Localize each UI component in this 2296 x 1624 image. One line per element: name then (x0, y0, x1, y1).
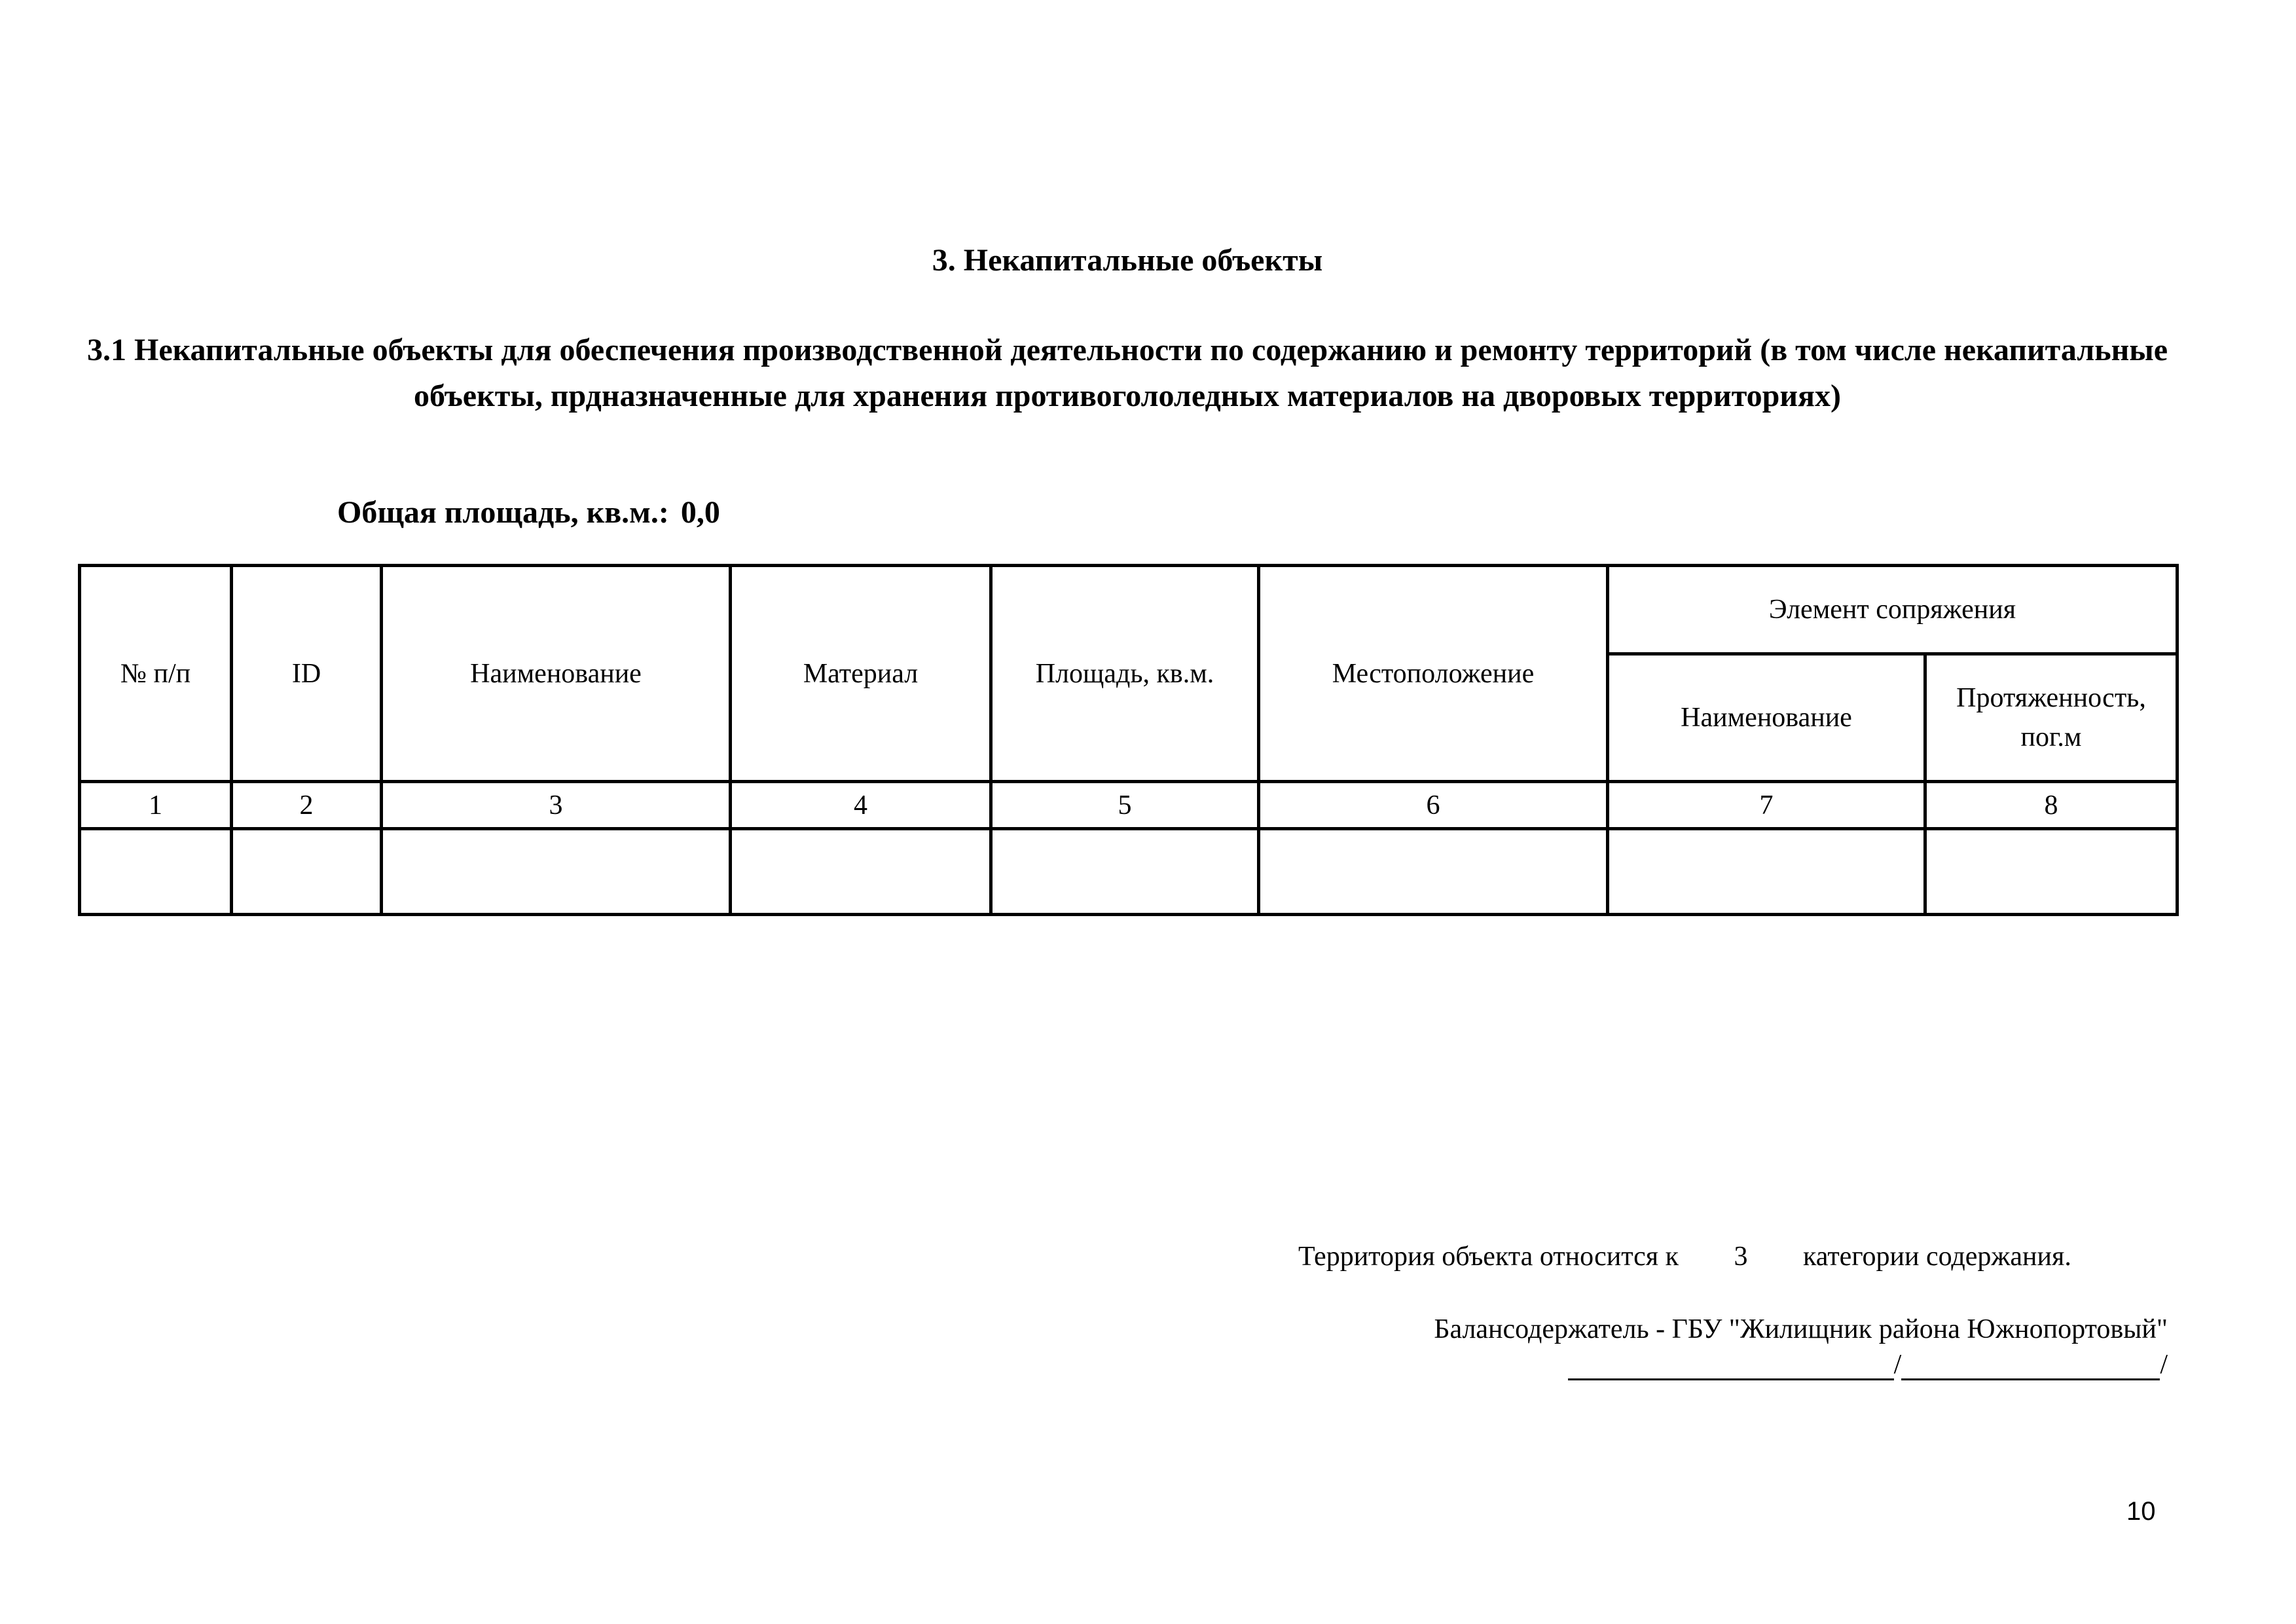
table-cell (1608, 829, 1925, 915)
column-number: 5 (991, 782, 1259, 829)
header-num: № п/п (80, 566, 232, 782)
category-prefix: Территория объекта относится к (1298, 1242, 1679, 1272)
signature-line (1568, 1349, 2168, 1380)
header-area: Площадь, кв.м. (991, 566, 1259, 782)
section-title: 3. Некапитальные объекты (932, 243, 1323, 278)
signature-separator: / (2160, 1350, 2168, 1380)
signature-separator: / (1893, 1350, 1902, 1380)
table-cell (1259, 829, 1608, 915)
table-cell (991, 829, 1259, 915)
header-material: Материал (731, 566, 991, 782)
name-blank (1901, 1352, 2160, 1380)
category-value: 3 (1734, 1242, 1748, 1272)
table-cell (382, 829, 731, 915)
objects-table (78, 564, 2179, 916)
header-id: ID (232, 566, 382, 782)
column-number: 6 (1259, 782, 1608, 829)
category-suffix: категории содержания. (1803, 1242, 2071, 1272)
column-number: 1 (80, 782, 232, 829)
header-location: Местоположение (1259, 566, 1608, 782)
page-number: 10 (2126, 1497, 2156, 1526)
total-area (337, 494, 732, 530)
subsection-title: 3.1 Некапитальные объекты для обеспечения производственной деятельности по содержанию и ремонту территорий (в том числе некапитальные объекты, прдназначенные для хранения противогололедных материалов на дворовых территориях) (86, 333, 2168, 413)
balance-holder: Балансодержатель - ГБУ "Жилищник района Южнопортовый" (1434, 1314, 2168, 1344)
column-numbers-row (80, 782, 2178, 829)
column-number: 2 (232, 782, 382, 829)
header-junction-name: Наименование (1608, 654, 1925, 782)
category-line (1298, 1241, 2071, 1272)
column-number: 8 (1925, 782, 2178, 829)
header-name: Наименование (382, 566, 731, 782)
table-row (80, 829, 2178, 915)
signature-blank (1568, 1352, 1894, 1380)
total-area-label: Общая площадь, кв.м.: (337, 495, 669, 530)
table-cell (1925, 829, 2178, 915)
table-cell (232, 829, 382, 915)
header-junction-group: Элемент сопряжения (1608, 566, 2178, 654)
column-number: 4 (731, 782, 991, 829)
table-cell (731, 829, 991, 915)
table-cell (80, 829, 232, 915)
total-area-value: 0,0 (680, 495, 720, 530)
column-number: 7 (1608, 782, 1925, 829)
header-junction-length: Протяженность, пог.м (1925, 654, 2178, 782)
column-number: 3 (382, 782, 731, 829)
